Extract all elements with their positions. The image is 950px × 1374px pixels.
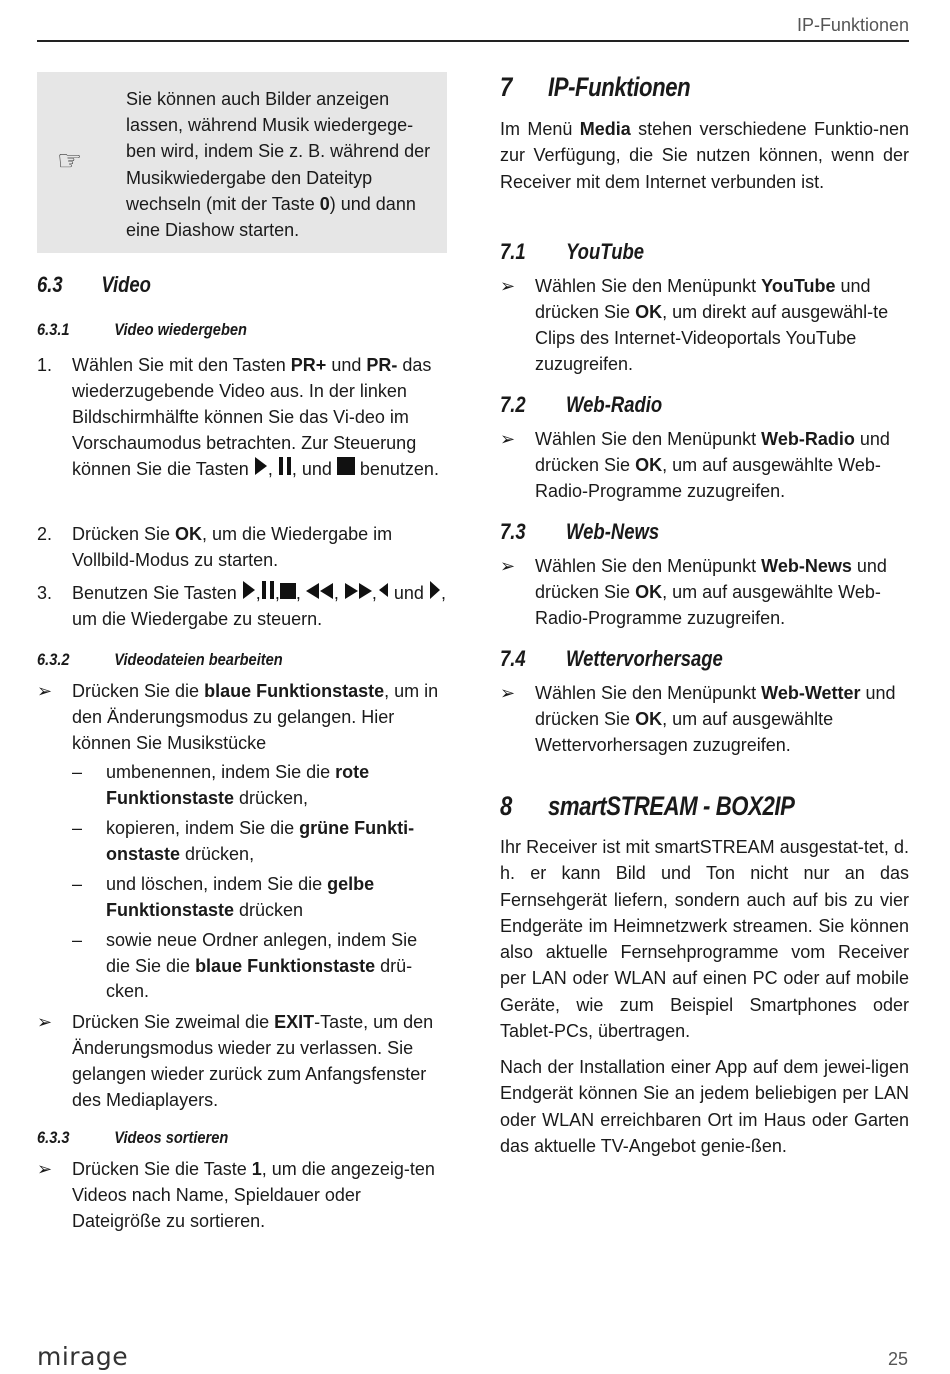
note-box [37,72,447,253]
fast-forward-icon [344,583,372,599]
rewind-icon [306,583,334,599]
play-icon [429,581,441,599]
mirage-logo: mirage [37,1342,129,1371]
section-7-heading: 7 IP-Funktionen [500,72,691,102]
section-6-3-heading: 6.3 Video [37,272,151,297]
section-8-paragraph-1: Ihr Receiver ist mit smartSTREAM ausgestat-tet, d. h. er kann Bild und Ton nicht nur an das Fernsehgerät liefern, sondern auch auf bis zu vier Endgeräte im Heimnetzwerk streamen. Sie können also aktuelle Fernsehprogramme vom Receiver per LAN oder WLAN auf einen PC oder auf mobile Geräte, wie zum Beispiel Smartphones oder Tablet-PCs, übertragen. [500,837,909,1042]
page-number: 25 [887,1349,908,1369]
play-icon [242,581,256,599]
play-icon [254,457,268,475]
running-title: IP-Funktionen [796,15,909,35]
section-7-3-heading: 7.3 Web-News [500,519,660,544]
section-8-paragraph-2: Nach der Installation einer App auf dem jewei-ligen Endgerät können Sie an jedem beliebigen per LAN oder WLAN erreichbaren Ort im Haus oder Garten das aktuelle TV-Angebot genie-ßen. [500,1057,909,1156]
pause-icon [261,581,275,599]
section-7-4-heading: 7.4 Wettervorhersage [500,646,723,671]
note-text: Sie können auch Bilder anzeigen lassen, während Musik wiedergege-ben wird, indem Sie z. B. während der Musikwiedergabe den Dateityp wechseln (mit der Taste 0) und dann eine Diashow starten. [126,89,431,241]
section-8-heading: 8 smartSTREAM - BOX2IP [500,791,795,821]
section-7-intro: Im Menü Media stehen verschiedene Funktio-nen zur Verfügung, die Sie nutzen können, wenn der Receiver mit dem Internet verbunden ist. [500,119,910,192]
back-icon [377,581,389,599]
section-6-3-2-heading: 6.3.2 Videodateien bearbeiten [37,650,283,669]
section-6-3-3-heading: 6.3.3 Videos sortieren [37,1128,229,1147]
page-header [37,12,909,42]
section-6-3-1-heading: 6.3.1 Video wiedergeben [37,320,247,339]
pause-icon [278,457,292,475]
section-7-1-heading: 7.1 YouTube [500,239,645,264]
stop-icon [280,583,296,599]
stop-icon [337,457,355,475]
section-7-2-heading: 7.2 Web-Radio [500,392,663,417]
pointing-hand-icon: ☞ [57,145,83,176]
